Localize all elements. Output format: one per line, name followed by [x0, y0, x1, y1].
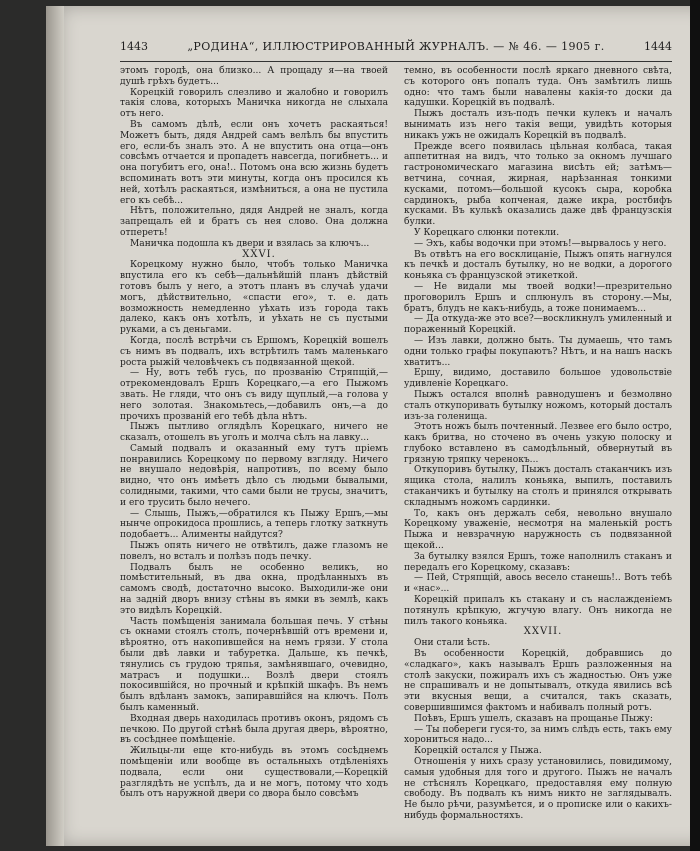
paragraph: — Эхъ, кабы водочки при этомъ!—вырвалось у него.: [414, 238, 667, 249]
paragraph: Откупоривъ бутылку, Пыжъ досталъ стаканчикъ изъ ящика стола, налилъ коньяка, выпилъ, поставилъ стаканчикъ и бутылку на столъ и принялся открывать складнымъ ножомъ сардинки.: [404, 465, 672, 508]
paragraph: Корецкій припалъ къ стакану и съ наслажденіемъ потянулъ крѣпкую, жгучую влагу. Онъ никогда не пилъ такого коньяка.: [404, 595, 672, 627]
paragraph: Самый подвалъ и оказанный ему тутъ пріемъ понравились Корецкому по первому взгляду. Ничего не внушало недовѣрія, напротивъ, по всему было видно, что онъ имѣетъ дѣло съ людьми бывалыми, солидными, такими, что сами были не трусы, значитъ, и его трусить было нечего.: [120, 443, 388, 508]
adjacent-page-edge: [690, 0, 700, 851]
paragraph: Пыжъ остался вполнѣ равнодушенъ и безмолвно сталъ откупоривать бутылку ножомъ, который досталъ изъ-за голенища.: [404, 389, 672, 422]
paragraph: У Корецкаго слюнки потекли.: [414, 227, 560, 238]
page-number-right: 1444: [644, 40, 672, 53]
paragraph: Въ самомъ дѣлѣ, если онъ хочетъ раскаяться! Можетъ быть, дядя Андрей самъ велѣлъ бы впустить его, если-бъ зналъ это. А не впустить она отца—онъ совсѣмъ отчается и пропадетъ навсегда, погибнетъ... и она погубитъ его, она!.. Потомъ она всю жизнь будетъ вспоминать вотъ эти минуты, когда онъ просился къ ней, хотѣлъ раскаяться, измѣниться, а она не пустила его къ себѣ...: [120, 119, 388, 206]
paragraph: Они стали ѣсть.: [414, 638, 491, 649]
paragraph: Отношенія у нихъ сразу установились, повидимому, самыя удобныя для того и другого. Пыжъ не началъ не стѣснялъ Корецкаго, предоставляя ему полную свободу. Въ подвалъ къ нимъ никто не заглядывалъ. Не было рѣчи, разумѣется, и о прописке или о какихъ-нибудь формальностяхъ.: [404, 757, 672, 821]
paragraph: Жильцы-ли еще кто-нибудь въ этомъ сосѣднемъ помѣщеніи или вообще въ остальныхъ отдѣленіяхъ подвала, если они существовали,—Корецкій разглядѣть не успѣлъ, да и не могъ, потому что ходъ былъ отъ наружной двери со двора было совсѣмъ: [120, 746, 388, 800]
paragraph: Въ отвѣтъ на его восклицаніе, Пыжъ опять нагнулся къ печкѣ и досталъ бутылку, но не водки, а дорогого коньяка съ французской этикеткой.: [404, 249, 672, 282]
paragraph: Входная дверь находилась противъ оконъ, рядомъ съ печкою. По другой стѣнѣ была другая дверь, вѣроятно, въ сосѣднее помѣщеніе.: [120, 713, 388, 746]
paragraph: этомъ городѣ, она близко... А прощаду я—на твоей душѣ грѣхъ будетъ...: [120, 66, 388, 87]
paragraph: Подвалъ былъ не особенно великъ, но помѣстительный, въ два окна, продѣланныхъ въ самомъ сводѣ, достаточно высоко. Выходили-же они на задній дворъ внизу стѣны въ ямки въ землѣ, какъ это видѣлъ Корецкій.: [120, 562, 388, 616]
journal-title: „РОДИНА“, ИЛЛЮСТРИРОВАННЫЙ ЖУРНАЛЪ. — № 46. — 1905 г.: [187, 40, 605, 53]
paragraph: — Ну, вотъ тебѣ гусь, по прозванію Стряпщій,—отрекомендовалъ Ершъ Корецкаго,—а его Пыжомъ звать. Не гляди, что онъ съ виду щуплый,—а голова у него золотая. Знакомьтесь,—добавилъ онъ,—а до прочихъ прозваній его тебѣ дѣла нѣтъ.: [120, 368, 388, 422]
paragraph: Пыжъ досталъ изъ-подъ печки кулекъ и началъ вынимать изъ него такія вещи, увидѣть которыя никакъ ужъ не ожидалъ Корецкій въ подвалѣ.: [404, 109, 672, 141]
paragraph: Маничка подошла къ двери и взялась за ключъ...: [130, 238, 370, 249]
paragraph: — Слышь, Пыжъ,—обратился къ Пыжу Ершъ,—мы нынче опрокидоса прошлись, а теперь глотку заткнуть подобаетъ... Алименты найдутся?: [120, 508, 388, 541]
page-number-left: 1443: [120, 40, 148, 53]
header-rule: [120, 61, 672, 62]
paragraph: Корецкій остался у Пыжа.: [414, 746, 542, 757]
paragraph: Ершу, видимо, доставило большое удовольствіе удивленіе Корецкаго.: [404, 368, 672, 390]
chapter-heading: XXVI.: [242, 248, 276, 260]
paragraph: Пыжъ пытливо оглядѣлъ Корецкаго, ничего не сказалъ, отошелъ въ уголъ и молча сѣлъ на лавку...: [120, 422, 388, 444]
book-gutter-shadow: [46, 6, 64, 846]
paragraph: — Да откуда-же это все?—воскликнулъ умиленный и пораженный Корецкій.: [404, 314, 672, 336]
paragraph: Когда, послѣ встрѣчи съ Ершомъ, Корецкій вошелъ съ нимъ въ подвалъ, ихъ встрѣтилъ тамъ маленькаго роста рыжій человѣчекъ съ подвязанной щекой.: [120, 335, 388, 368]
paragraph: То, какъ онъ держалъ себя, невольно внушало Корецкому уваженіе, несмотря на маленькій ростъ Пыжа и невзрачную наружность съ подвязанной щекой...: [404, 508, 672, 552]
right-column: [404, 66, 672, 822]
paragraph: — Изъ лавки, должно быть. Ты думаешь, что тамъ одни только графы покупаютъ? Нѣтъ, и на нашъ наскъ хватитъ...: [404, 335, 672, 368]
paragraph: Этотъ ножъ былъ почтенный. Лезвее его было остро, какъ бритва, но сточено въ очень узкую полоску и глубоко вставлено въ самодѣльный, обвернутый въ грязную тряпку черенокъ...: [404, 422, 672, 465]
paragraph: Корецкому нужно было, чтобъ только Маничка впустила его къ себѣ—дальнѣйшій планъ дѣйствій готовъ былъ у него, а этотъ планъ въ случаѣ удачи могъ, дѣйствительно, «спасти его», т. е. дать возможность немедленно уѣхать изъ города такъ далеко, какъ онъ хотѣлъ, и уѣхать не съ пустыми руками, а съ деньгами.: [120, 260, 388, 336]
paragraph: — Пей, Стряпщій, авось весело станешь!.. Вотъ тебѣ и «нас»...: [404, 573, 672, 595]
paragraph: Нѣтъ, положительно, дядя Андрей не зналъ, когда запрещалъ ей и братъ съ нея слово. Она должна отперетъ!: [120, 206, 388, 238]
paragraph: темно, въ особенности послѣ яркаго дневного свѣта, съ которого онъ попалъ туда. Онъ замѣтилъ лишь одно: что тамъ были навалены какія-то доски да кадушки. Корецкій въ подвалѣ.: [404, 66, 672, 109]
paragraph: — Не видали мы твоей водки!—презрительно проговорилъ Ершъ и сплюнулъ въ сторону.—Мы, братъ, блудъ не какъ-нибудь, а тоже понимаемъ...: [404, 281, 672, 314]
paragraph: Пыжъ опять ничего не отвѣтилъ, даже глазомъ не повелъ, но всталъ и полѣзъ подъ печку.: [120, 541, 388, 562]
paragraph: Корецкій говорилъ слезливо и жалобно и говорилъ такія слова, которыхъ Маничка никогда не слыхала отъ него.: [120, 87, 388, 120]
paragraph: Поѣвъ, Ершъ ушелъ, сказавъ на прощанье Пыжу:: [414, 713, 653, 724]
running-header: [120, 40, 672, 60]
paragraph: Часть помѣщенія занимала большая печь. У стѣны съ окнами стоялъ столъ, почернѣвшій отъ времени и, вѣроятно, отъ накопившейся на немъ грязи. У стола были двѣ лавки и табуретка. Дальше, къ печкѣ, тянулись съ грудою тряпья, замѣнявшаго, очевидно, матрасъ и подушки... Возлѣ двери стоялъ покосившійся, но прочный и крѣпкій шкафъ. Въ немъ былъ вдѣланъ замокъ, запиравшійся на ключъ. Полъ былъ каменный.: [120, 616, 388, 714]
paragraph: За бутылку взялся Ершъ, тоже наполнилъ стаканъ и передалъ его Корецкому, сказавъ:: [404, 551, 672, 573]
left-column: [120, 66, 388, 800]
chapter-heading: XXVII.: [523, 626, 563, 638]
paragraph: Въ особенности Корецкій, добравшись до «сладкаго», какъ называлъ Ершъ разложенныя на столѣ закуски, пожиралъ ихъ съ жадностью. Онъ уже не спрашивалъ и не допытывалъ, откуда явились всѣ эти вкусныя вещи, а считался, такъ сказать, совершившимся фактомъ и набивалъ полный ротъ.: [404, 649, 672, 714]
paragraph: — Ты побереги гуся-то, за нимъ слѣдъ есть, такъ ему хорониться надо...: [404, 724, 672, 746]
paragraph: Прежде всего появилась цѣльная колбаса, такая аппетитная на видъ, что только за окномъ лучшаго гастрономическаго магазина висѣть ей; затѣмъ—ветчина, сочная, жирная, нарѣзанная тонкими кусками, потомъ—большой кусокъ сыра, коробка сардинокъ, рыба копченая, даже икра, ростбифъ кусками. Въ кулькѣ оказались даже двѣ французскія булки.: [404, 141, 672, 228]
